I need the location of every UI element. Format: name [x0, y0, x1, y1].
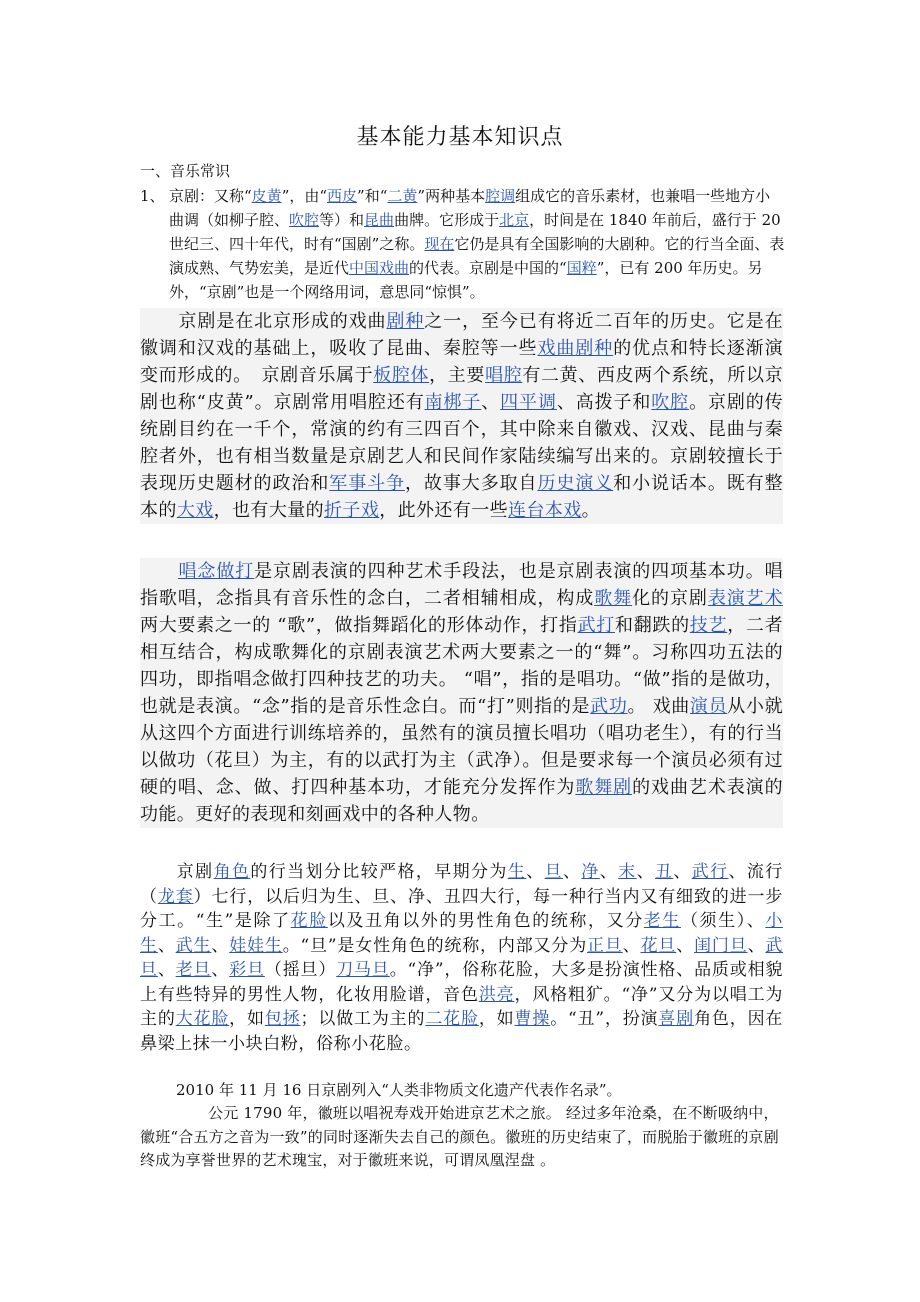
- hyperlink[interactable]: 演员: [689, 696, 728, 717]
- hyperlink[interactable]: 吹腔: [651, 392, 690, 413]
- huiban-text: 公元 1790 年，徽班以唱祝寿戏开始进京艺术之旅。 经过多年沧桑，在不断吸纳中，徽班“合五方之音为一致”的同时逐渐失去自己的颜色。徽班的历史结束了，而脱胎于徽班的京剧终成为享誉世界的艺术瑰宝，对于徽班来说，可谓凤凰涅盘 。: [140, 1104, 779, 1169]
- text-run: 、: [676, 935, 695, 956]
- paragraph-heritage: [140, 1078, 783, 1102]
- text-run: 。 戏曲: [627, 696, 690, 717]
- hyperlink[interactable]: 净: [581, 862, 600, 882]
- text-run: （须生）、: [680, 911, 766, 931]
- text-run: 。“旦”是女性角色的统称，内部又分为: [282, 935, 588, 956]
- text-run: 京剧: [176, 862, 214, 882]
- text-run: 、: [622, 935, 641, 956]
- hyperlink[interactable]: 南梆子: [424, 392, 482, 413]
- text-run: 、: [211, 960, 230, 980]
- text-run: 是京剧表演的四种艺术手段法，也是京剧表演的四项基本功。唱指歌唱，念指具有音乐性的念白，二者相辅相成，构成: [140, 561, 783, 609]
- hyperlink[interactable]: 龙套: [157, 886, 194, 907]
- text-run: 的行当划分比较严格，早期分为: [250, 862, 508, 882]
- text-run: 京剧是在北京形成的戏曲: [178, 311, 387, 332]
- text-run: 两大要素之一的 “歌”，做指舞蹈化的形体动作，打指: [140, 615, 578, 636]
- hyperlink[interactable]: 皮黄: [251, 187, 282, 205]
- text-run: 、: [563, 862, 582, 882]
- text-run: 以及丑角以外的男性角色的统称，又分: [327, 911, 644, 931]
- text-run: 、: [747, 935, 766, 956]
- text-run: 、: [599, 862, 619, 882]
- text-run: 的代表。京剧是中国的“: [409, 259, 567, 277]
- text-run: 京剧：又称“: [169, 187, 252, 205]
- text-run: 有二黄、西皮两个系统，所以京剧也称“皮黄”。京剧常用唱腔还有: [140, 365, 783, 413]
- list-number: 1、: [140, 187, 165, 205]
- hyperlink[interactable]: 唱腔: [485, 365, 523, 386]
- text-run: ）七行，以后归为生、旦、净、丑四大行，每一种行当内又有细致的进一步分工。“生”是除了: [140, 886, 783, 931]
- text-run: 和翻跌的: [615, 615, 690, 636]
- hyperlink[interactable]: 花旦: [640, 935, 677, 956]
- hyperlink[interactable]: 武行: [691, 862, 729, 882]
- hyperlink[interactable]: 末: [618, 862, 637, 882]
- hyperlink[interactable]: 角色: [213, 862, 251, 882]
- hyperlink[interactable]: 老生: [643, 911, 681, 931]
- hyperlink[interactable]: 喜剧: [658, 1009, 695, 1029]
- hyperlink[interactable]: 洪亮: [478, 984, 515, 1005]
- text-run: ，如: [229, 1009, 265, 1029]
- hyperlink[interactable]: 戏曲剧种: [537, 338, 614, 359]
- text-run: 组成它的音乐素材，也兼唱一些地方小曲调（如柳子腔、: [169, 187, 771, 229]
- hyperlink[interactable]: 剧种: [386, 311, 425, 332]
- text-run: （摇旦）: [264, 960, 337, 980]
- text-run: 曲牌。它形成于: [394, 211, 500, 229]
- hyperlink[interactable]: 小生: [140, 911, 783, 956]
- hyperlink[interactable]: 歌舞剧: [575, 777, 633, 798]
- text-run: 化的京剧: [632, 588, 708, 609]
- text-run: 从小就从这四个方面进行训练培养的，虽然有的演员擅长唱功（唱功老生），有的行当以做功（花旦）为主，有的以武打为主（武净）。但是要求每一个演员必须有过硬的唱、念、做、打四种基本功，才能充分发挥作为: [140, 696, 784, 798]
- text-run: ，风格粗犷。“净”又分为以唱工为主的: [140, 984, 783, 1029]
- hyperlink[interactable]: 曹操: [514, 1009, 551, 1029]
- hyperlink[interactable]: 武功: [590, 696, 628, 717]
- paragraph-huiban: [140, 1102, 783, 1173]
- section-heading: 一、音乐常识: [140, 162, 231, 180]
- hyperlink[interactable]: 刀马旦: [336, 960, 390, 980]
- hyperlink[interactable]: 包拯: [264, 1009, 301, 1029]
- hyperlink[interactable]: 花脸: [290, 911, 328, 931]
- hyperlink[interactable]: 军事斗争: [329, 473, 405, 494]
- hyperlink[interactable]: 娃娃生: [229, 935, 283, 956]
- text-run: 、高拨子和: [556, 392, 652, 413]
- text-run: 、: [481, 392, 501, 413]
- hyperlink[interactable]: 中国戏曲: [349, 259, 410, 277]
- hyperlink[interactable]: 西皮: [327, 187, 358, 205]
- text-run: 。京剧的传统剧目约在一千个，常演的约有三四百个，其中除来自徽戏、汉戏、昆曲与秦腔者外，也有相当数量是京剧艺人和民间作家陆续编写出来的。京剧较擅长于表现历史题材的政治和: [140, 392, 784, 494]
- hyperlink[interactable]: 连台本戏: [508, 500, 582, 521]
- paragraph-origin-text: [140, 311, 783, 521]
- hyperlink[interactable]: 正旦: [587, 935, 623, 956]
- text-run: 的优点和特长逐渐演变而形成的。 京剧音乐属于: [140, 338, 783, 386]
- text-run: ，主要: [429, 365, 486, 386]
- text-run: 它仍是具有全国影响的大剧种。它的行当全面、表演成熟、气势宏美，是近代: [169, 235, 785, 277]
- text-run: ”，由“: [281, 187, 328, 205]
- hyperlink[interactable]: 彩旦: [229, 960, 265, 980]
- paragraph-roles: [140, 860, 783, 1056]
- text-run: ，二者相互结合，构成歌舞化的京剧表演艺术两大要素之一的“舞”。习称四功五法的四功，即指唱念做打四种技艺的功夫。 “唱”，指的是唱功。“做”指的是做功，也就是表演。“念”指的是音乐性念白。而“打”则指的是: [140, 615, 783, 717]
- document-title: 基本能力基本知识点: [356, 125, 564, 150]
- text-run: ”和“: [357, 187, 388, 205]
- text-run: 、: [157, 935, 176, 956]
- hyperlink[interactable]: 大戏: [176, 500, 214, 521]
- text-run: 之一，至今已有将近二百年的历史。它是在徽调和汉戏的基础上，吸收了昆曲、秦腔等一些: [140, 311, 783, 359]
- text-run: 。“净”，俗称花脸，大多是扮演性格、品质或相貌上有些特异的男性人物，化妆用脸谱，音色: [140, 960, 784, 1005]
- hyperlink[interactable]: 折子戏: [324, 500, 380, 521]
- hyperlink[interactable]: 表演艺术: [707, 588, 783, 609]
- hyperlink[interactable]: 歌舞: [594, 588, 633, 609]
- text-run: 和小说话本。既有整本的: [140, 473, 783, 521]
- hyperlink[interactable]: 技艺: [689, 615, 728, 636]
- list-item-peking-opera: [140, 184, 785, 304]
- paragraph-four-skills-text: [140, 561, 783, 825]
- hyperlink[interactable]: 吹腔: [289, 211, 320, 229]
- text-run: 。“丑”，扮演: [550, 1009, 659, 1029]
- hyperlink[interactable]: 二花脸: [425, 1009, 479, 1029]
- hyperlink[interactable]: 武生: [175, 935, 212, 956]
- hyperlink[interactable]: 大花脸: [175, 1009, 230, 1029]
- text-run: ”，已有 200 年历史。另外，“京剧”也是一个网络用词，意思同“惊惧”。: [169, 259, 763, 301]
- list-item-text: [140, 184, 785, 304]
- text-run: 、流行（: [140, 862, 783, 907]
- hyperlink[interactable]: 昆曲: [364, 211, 395, 229]
- text-run: 、: [636, 862, 655, 882]
- hyperlink[interactable]: 北京: [499, 211, 530, 229]
- hyperlink[interactable]: 现在: [424, 235, 455, 253]
- text-run: 、: [526, 862, 545, 882]
- text-run: ，时间是在 1840 年前后，盛行于 20 世纪三、四十年代，时有“国剧”之称。: [169, 211, 781, 253]
- text-run: 角色，因在鼻梁上抹一小块白粉，俗称小花脸。: [140, 1009, 784, 1054]
- hyperlink[interactable]: 武旦: [140, 935, 784, 980]
- paragraph-roles-text: [140, 862, 783, 1054]
- text-run: 、: [211, 935, 230, 956]
- text-run: ，故事大多取自: [404, 473, 538, 494]
- text-run: ；以做工为主的: [300, 1009, 426, 1029]
- hyperlink[interactable]: 唱念做打: [178, 561, 255, 582]
- text-run: 。: [581, 500, 601, 521]
- text-run: 等）和: [319, 211, 365, 229]
- hyperlink[interactable]: 武打: [577, 615, 615, 636]
- hyperlink[interactable]: 旦: [544, 862, 563, 882]
- text-run: 、: [673, 862, 692, 882]
- text-run: ，如: [478, 1009, 515, 1029]
- hyperlink[interactable]: 板腔体: [373, 365, 430, 386]
- hyperlink[interactable]: 二黄: [387, 187, 418, 205]
- text-run: 的戏曲艺术表演的功能。更好的表现和刻画戏中的各种人物。: [140, 777, 783, 825]
- hyperlink[interactable]: 生: [507, 862, 527, 882]
- hyperlink[interactable]: 四平调: [500, 392, 557, 413]
- paragraph-four-skills: [140, 558, 783, 828]
- text-run: ”两种基本: [417, 187, 486, 205]
- text-run: 、: [157, 960, 176, 980]
- hyperlink[interactable]: 历史演义: [537, 473, 614, 494]
- hyperlink[interactable]: 丑: [654, 862, 674, 882]
- paragraph-origin: [140, 308, 783, 524]
- heritage-text: 2010 年 11 月 16 日京剧列入“人类非物质文化遗产代表作名录”。: [176, 1081, 622, 1099]
- hyperlink[interactable]: 闺门旦: [694, 935, 748, 956]
- hyperlink[interactable]: 腔调: [485, 187, 516, 205]
- hyperlink[interactable]: 老旦: [175, 960, 212, 980]
- hyperlink[interactable]: 国粹: [566, 259, 597, 277]
- text-run: ，也有大量的: [213, 500, 325, 521]
- text-run: ，此外还有一些: [379, 500, 509, 521]
